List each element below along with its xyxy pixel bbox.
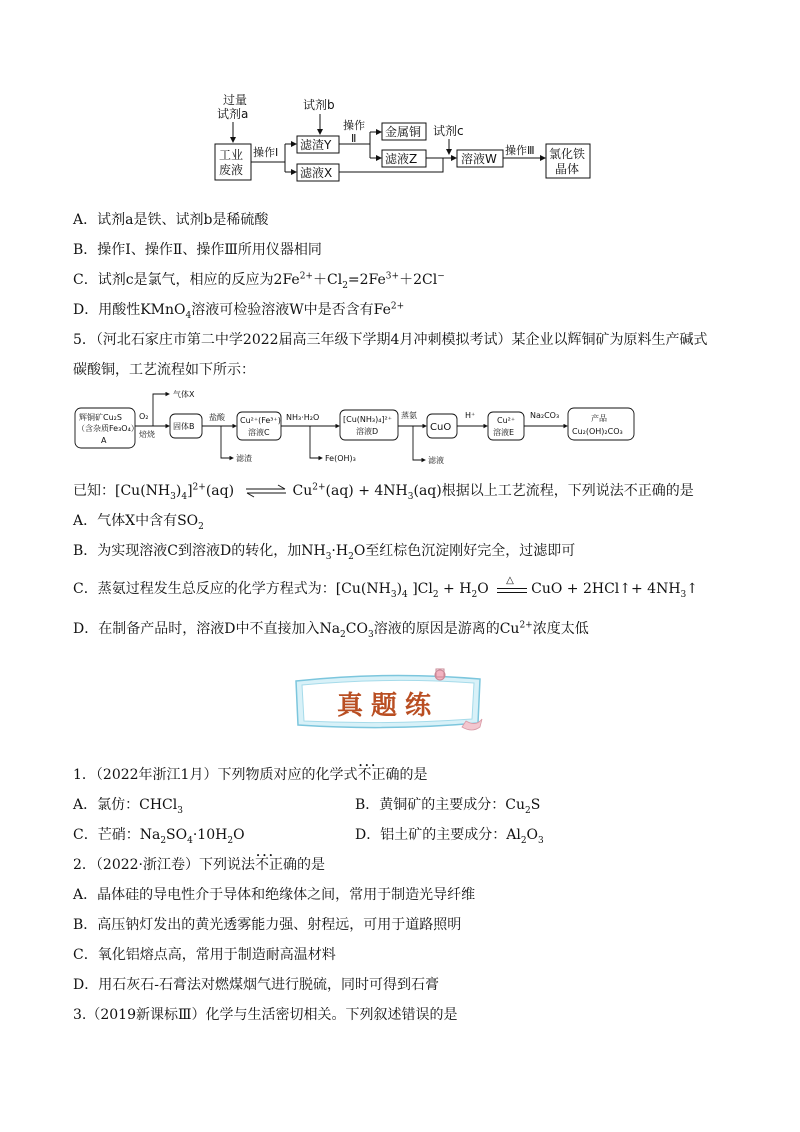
q4c-text: C．试剂c是氯气，相应的反应为2Fe	[73, 272, 300, 288]
banner-title: 真题练	[336, 691, 439, 721]
product2-line1: 产品	[591, 414, 607, 423]
q5b-post: ·H	[331, 543, 349, 559]
sol-d-line2: 溶液D	[356, 427, 379, 436]
q2-option-a: A．晶体硅的导电性介于导体和绝缘体之间，常用于制造光导纤维	[73, 887, 476, 903]
q5d-sup: 2+	[519, 620, 533, 631]
q5d-mid: CO	[345, 621, 368, 637]
q1-stem-pre: 1．（2022年浙江1月）下列物质对应的化学式	[73, 767, 358, 783]
q1d-mid: O	[526, 827, 539, 843]
q1-stem-end: 的是	[399, 767, 428, 783]
q1-option-d	[355, 826, 544, 850]
q5b-text: B．为实现溶液C到溶液D的转化，加NH	[73, 543, 326, 559]
known-mid1: )	[175, 483, 182, 499]
q1d-sub2: 3	[538, 835, 544, 846]
q1d-sub1: 2	[520, 835, 527, 846]
flow-diagram-2	[73, 388, 713, 468]
filtrate-z: 滤液Z	[385, 152, 418, 166]
q5b-end: O至红棕色沉淀刚好完全，过滤即可	[353, 543, 576, 559]
cuo-label: CuO	[430, 422, 452, 433]
q5-option-b	[73, 542, 575, 560]
q1b-end: S	[530, 797, 541, 813]
sol-c-line2: 溶液C	[248, 428, 270, 437]
q4d-mid: 溶液可检验溶液W中是否含有Fe	[191, 302, 391, 318]
q3-stem: 3.（2019新课标Ⅲ）化学与生活密切相关。下列叙述错误的是	[73, 1007, 458, 1023]
q5c-sub2: 4	[402, 589, 408, 600]
sol-e-line2: 溶液E	[493, 428, 515, 437]
q4c-mid3: ＋2Cl	[399, 272, 438, 288]
q5-option-a	[73, 512, 204, 530]
q1-option-a	[73, 796, 183, 814]
nh3h2o-label: NH₃·H₂O	[286, 413, 320, 422]
q5c-end: ↑	[686, 581, 699, 597]
known-sub1: 3	[170, 491, 176, 502]
q1d-text: D．铝土矿的主要成分：Al	[355, 827, 521, 843]
q4-option-a: A．试剂a是铁、试剂b是稀硫酸	[73, 212, 269, 228]
q5d-sub2: 3	[367, 629, 374, 640]
known-sup2: 2+	[312, 482, 326, 493]
flow-diagram-1	[205, 92, 605, 184]
q2-option-c: C．氧化铝熔点高，常用于制造耐高温材料	[73, 947, 336, 963]
known-post-pre: Cu	[292, 483, 313, 499]
q4c-sup2: 3+	[385, 271, 400, 282]
metal-cu: 金属铜	[385, 125, 422, 139]
q2-stem	[73, 856, 325, 874]
known-sup1: 2+	[192, 482, 206, 493]
q5-option-c	[73, 575, 699, 600]
q5c-sub1: 3	[390, 589, 397, 600]
q2-stem-pre: 2．（2022·浙江卷）下列说法	[73, 857, 255, 873]
q1c-sub1: 2	[160, 835, 167, 846]
known-sub2: 4	[181, 491, 188, 502]
q1b-sub: 2	[525, 805, 531, 816]
q2-option-b: B．高压钠灯发出的黄光透雾能力强、射程远，可用于道路照明	[73, 917, 462, 933]
waste-label-bottom: 废液	[219, 163, 244, 177]
known-mid3: (aq)	[205, 483, 235, 499]
h-plus: H⁺	[465, 411, 476, 420]
q1-option-b	[355, 796, 540, 820]
q2-stem-emph: • • • 不正确	[255, 856, 297, 874]
q1c-mid2: ·10H	[192, 827, 228, 843]
q5c-sub5: 3	[680, 589, 687, 600]
q5-option-d	[73, 620, 589, 638]
q5d-sub1: 2	[340, 629, 346, 640]
q4d-sup: 2+	[390, 301, 405, 312]
q1c-text: C．芒硝：Na	[73, 827, 161, 843]
q4c-mid2: =2Fe	[347, 272, 386, 288]
filtrate-x: 滤液X	[300, 166, 333, 180]
heat-arrow	[497, 575, 527, 596]
q5c-sub4: 2	[471, 589, 478, 600]
equilibrium-arrow-icon	[245, 484, 287, 498]
reagent-c: 试剂c	[433, 124, 464, 138]
q5-known-line	[73, 482, 694, 500]
reagent-a-top: 过量	[223, 93, 248, 107]
feoh3-label: Fe(OH)₃	[325, 454, 356, 463]
q5d-mid2: 溶液的原因是游离的Cu	[373, 621, 520, 637]
q5a-sub: 2	[198, 521, 204, 532]
solution-w: 溶液W	[461, 152, 497, 166]
known-post-mid: (aq) + 4NH	[325, 483, 408, 499]
q5d-text: D．在制备产品时，溶液D中不直接加入Na	[73, 621, 341, 637]
known-mid2: ]	[187, 483, 193, 499]
known-post-end: (aq)根据以上工艺流程，下列说法不正确的是	[413, 483, 694, 499]
product-top: 氯化铁	[549, 147, 586, 161]
q4c-sup1: 2+	[299, 271, 313, 282]
q1-option-c	[73, 826, 245, 844]
q1c-end: O	[233, 827, 245, 843]
sol-e-line1: Cu²⁺	[497, 416, 516, 425]
gas-x: 气体X	[173, 390, 195, 399]
q4-option-d	[73, 301, 404, 319]
filtrate-label: 滤液	[428, 456, 444, 465]
roast-label: 焙烧	[139, 430, 155, 439]
sol-c-line1: Cu²⁺(Fe³⁺)	[240, 416, 281, 425]
q5c-mid2: ]Cl	[407, 581, 433, 597]
known-pre: 已知：[Cu(NH	[73, 483, 171, 499]
product-bottom: 晶体	[555, 162, 580, 176]
op2-top: 操作	[343, 119, 365, 132]
hcl-label: 盐酸	[209, 413, 225, 422]
q1-stem	[73, 766, 427, 784]
op2-bottom: Ⅱ	[351, 132, 357, 145]
residue-y: 滤渣Y	[300, 138, 332, 152]
q5b-sub2: 2	[348, 551, 354, 562]
q4-option-c	[73, 271, 445, 289]
sol-d-line1: [Cu(NH₃)₄]²⁺	[343, 415, 392, 424]
q5c-mid4: O	[477, 581, 489, 597]
q5-stem-line1: 5．（河北石家庄市第二中学2022届高三年级下学期4月冲刺模拟考试）某企业以辉铜矿为原料生产碱式	[73, 332, 708, 348]
known-sub3: 3	[407, 491, 414, 502]
q1c-sub2: 4	[187, 835, 193, 846]
ore-line1: 辉铜矿Cu₂S	[79, 413, 122, 422]
double-line-icon	[497, 588, 527, 593]
q5d-end: 浓度太低	[532, 621, 589, 637]
q1b-text: B．黄铜矿的主要成分：Cu	[355, 797, 526, 813]
op3-label: 操作Ⅲ	[505, 144, 535, 157]
waste-label-top: 工业	[219, 148, 244, 162]
q4c-sub: 2	[342, 280, 348, 291]
filter-residue: 滤渣	[236, 454, 252, 463]
q2-option-d: D．用石灰石-石膏法对燃煤烟气进行脱硫，同时可得到石膏	[73, 977, 439, 993]
q5c-text: C．蒸氨过程发生总反应的化学方程式为：[Cu(NH	[73, 581, 391, 597]
q1c-sub3: 2	[227, 835, 234, 846]
reagent-b: 试剂b	[303, 98, 335, 112]
product2-line2: Cu₂(OH)₂CO₃	[572, 427, 623, 436]
q5-stem-line2: 碳酸铜，工艺流程如下所示：	[73, 362, 255, 378]
q1c-mid: SO	[166, 827, 188, 843]
q4-option-b: B．操作Ⅰ、操作Ⅱ、操作Ⅲ所用仪器相同	[73, 242, 322, 258]
q1-stem-emph: • • • 不正确	[357, 766, 399, 784]
section-banner	[290, 667, 486, 737]
q4d-text: D．用酸性KMnO	[73, 302, 186, 318]
q5c-mid3: + H	[438, 581, 472, 597]
q4c-mid: ＋Cl	[312, 272, 343, 288]
steam-ammonia: 蒸氨	[401, 411, 417, 420]
q5c-sub3: 2	[432, 589, 439, 600]
solid-b: 固体B	[173, 422, 195, 431]
op1-label: 操作Ⅰ	[253, 146, 279, 159]
q5c-mid1: )	[396, 581, 403, 597]
reagent-a-bottom: 试剂a	[217, 107, 249, 121]
ore-line3: A	[101, 436, 107, 445]
q5c-post: CuO + 2HCl↑+ 4NH	[531, 581, 681, 597]
ore-line2: （含杂质Fe₃O₄）	[77, 424, 139, 433]
q4c-sup3: −	[437, 271, 445, 282]
q1a-text: A．氯仿：CHCl	[73, 797, 178, 813]
q2-stem-end: 的是	[297, 857, 325, 873]
q5b-sub: 3	[325, 551, 332, 562]
q5a-text: A．气体X中含有SO	[73, 513, 199, 529]
q4d-sub: 4	[185, 310, 192, 321]
q1a-sub: 3	[177, 805, 183, 816]
delta-symbol: △	[506, 575, 514, 586]
na2co3-label: Na₂CO₃	[530, 411, 560, 420]
o2-label: O₂	[139, 412, 149, 421]
